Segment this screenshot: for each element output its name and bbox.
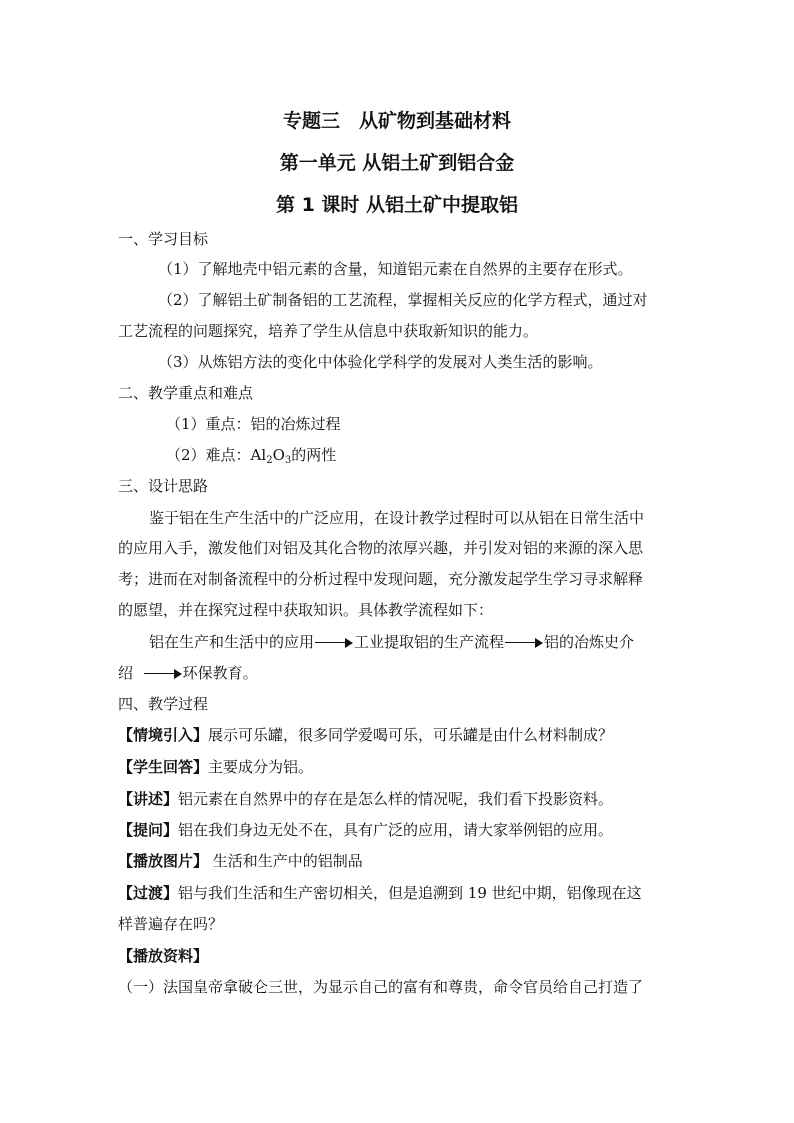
goal-3: （3）从炼铝方法的变化中体验化学科学的发展对人类生活的影响。 — [158, 353, 603, 371]
unit-title: 第一单元 从铝土矿到铝合金 — [279, 152, 515, 174]
topic-title: 专题三 从矿物到基础材料 — [282, 110, 511, 132]
section-heading-keypoints: 二、教学重点和难点 — [118, 384, 254, 402]
design-paragraph-line-3: 考；进而在对制备流程中的分析过程中发现问题，充分激发起学生学习寻求解释 — [118, 570, 644, 588]
process-tag: 【提问】 — [118, 821, 179, 839]
process-item-question: 【提问】铝在我们身边无处不在，具有广泛的应用，请大家举例铝的应用。 — [118, 821, 614, 839]
arrow-right-icon — [315, 638, 353, 648]
teaching-flow-line-1 — [149, 632, 634, 652]
flow-step-4: 环保教育。 — [182, 664, 258, 682]
process-tag: 【过渡】 — [118, 884, 179, 902]
section-heading-process: 四、教学过程 — [118, 695, 209, 713]
goal-2-line-1: （2）了解铝土矿制备铝的工艺流程，掌握相关反应的化学方程式，通过对 — [158, 291, 648, 309]
design-paragraph-line-4: 的愿望，并在探究过程中获取知识。具体教学流程如下： — [118, 601, 494, 619]
goal-1: （1）了解地壳中铝元素的含量，知道铝元素在自然界的主要存在形式。 — [158, 260, 633, 278]
flow-step-3-cont: 绍 — [118, 664, 134, 682]
arrow-right-icon — [505, 638, 543, 648]
process-tag: 【播放资料】 — [118, 947, 209, 965]
process-tag: 【学生回答】 — [118, 758, 209, 776]
material-paragraph-1: （一）法国皇帝拿破仑三世，为显示自己的富有和尊贵，命令官员给自己打造了 — [118, 978, 644, 996]
process-item-scenario: 【情境引入】展示可乐罐，很多同学爱喝可乐，可乐罐是由什么材料制成？ — [118, 726, 614, 744]
process-item-images: 【播放图片】 生活和生产中的铝制品 — [118, 852, 363, 870]
process-item-narrate: 【讲述】铝元素在自然界中的存在是怎么样的情况呢，我们看下投影资料。 — [118, 790, 614, 808]
teaching-flow-line-2 — [118, 663, 258, 683]
flow-step-2: 工业提取铝的生产流程 — [354, 633, 505, 651]
flow-step-3: 铝的冶炼史介 — [544, 633, 635, 651]
process-item-transition: 【过渡】铝与我们生活和生产密切相关，但是追溯到 19 世纪中期，铝像现在这 — [118, 884, 642, 902]
process-tag: 【播放图片】 — [118, 852, 209, 870]
design-paragraph-line-1: 鉴于铝在生产生活中的广泛应用，在设计教学过程时可以从铝在日常生活中 — [149, 509, 645, 527]
process-tag: 【情境引入】 — [118, 726, 209, 744]
lesson-title: 第 1 课时 从铝土矿中提取铝 — [275, 194, 519, 216]
section-heading-design: 三、设计思路 — [118, 477, 209, 495]
goal-2-line-2: 工艺流程的问题探究，培养了学生从信息中获取新知识的能力。 — [118, 322, 539, 340]
flow-step-1: 铝在生产和生活中的应用 — [149, 633, 315, 651]
process-item-answer: 【学生回答】主要成分为铝。 — [118, 758, 314, 776]
section-heading-goals: 一、学习目标 — [118, 230, 209, 248]
process-item-transition-cont: 样普遍存在吗？ — [118, 915, 224, 933]
process-item-material — [118, 946, 208, 966]
keypoint-1: （1）重点：铝的冶炼过程 — [166, 415, 341, 433]
design-paragraph-line-2: 的应用入手，激发他们对铝及其化合物的浓厚兴趣，并引发对铝的来源的深入思 — [118, 539, 644, 557]
process-tag: 【讲述】 — [118, 790, 179, 808]
keypoint-2: （2）难点：$Al_2O_3$的两性 — [166, 446, 337, 466]
arrow-right-icon — [144, 669, 182, 679]
